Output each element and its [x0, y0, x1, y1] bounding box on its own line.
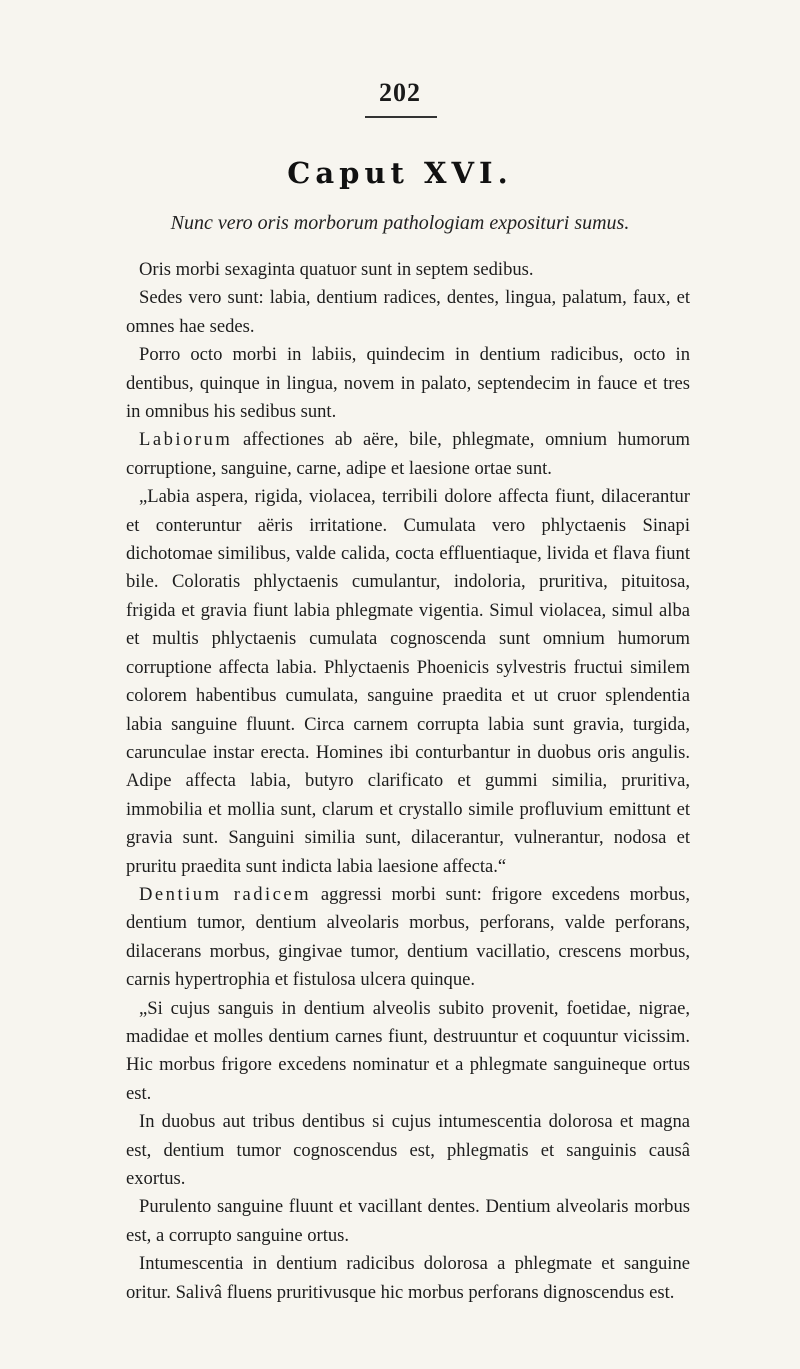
paragraph — [126, 995, 690, 1109]
paragraph-text: „Labia aspera, rigida, violacea, terribili dolore affecta fiunt, dilacerantur et conteruntur aëris irritatione. Cumulata vero phlyctaenis Sinapi dichotomae similibus, valde calida, cocta effluentiaque, livida et flava fiunt bile. Coloratis phlyctaenis cumulantur, indoloria, pruritiva, pituitosa, frigida et gravia fiunt labia phlegmate vigentia. Simul violacea, simul alba et multis phlyctaenis cumulata cognoscenda sunt omnium humorum corruptione affecta labia. Phlyctaenis Phoenicis sylvestris fructui similem colorem habentibus cumulata, sanguine praedita et ut cruor splendentia labia sanguine fluunt. Circa carnem corrupta labia sunt gravia, turgida, carunculae instar erecta. Homines ibi conturbantur in duobus oris angulis. Adipe affecta labia, butyro clarificato et gummi similia, pruritiva, immobilia et mollia sunt, clarum et crystallo simile profluvium emittunt et gravia sunt. Sanguini similia sunt, dilacerantur, vulnerantur, nodosa et pruritu praedita sunt indicta labia laesione affecta.“ — [126, 486, 690, 877]
paragraph — [126, 284, 690, 341]
paragraph-text: „Si cujus sanguis in dentium alveolis subito provenit, foetidae, nigrae, madidae et molles dentium carnes fiunt, destruuntur et coquuntur vicissim. Hic morbus frigore excedens nominatur et a phlegmate sanguineque ortus est. — [126, 997, 690, 1104]
paragraph-text: Porro octo morbi in labiis, quindecim in dentium radicibus, octo in dentibus, quinque in lingua, novem in palato, septendecim in fauce et tres in omnibus his sedibus sunt. — [126, 344, 690, 423]
page-number: 202 — [379, 78, 421, 107]
paragraph-text: Purulento sanguine fluunt et vacillant dentes. Dentium alveolaris morbus est, a corrupto sanguine ortus. — [126, 1196, 690, 1246]
paragraph-text: aggressi morbi sunt: frigore excedens morbus, dentium tumor, dentium alveolaris morbus, perforans, valde perforans, dilacerans morbus, gingivae tumor, dentium vacillatio, crescens morbus, carnis hypertrophia et fistulosa ulcera quinque. — [126, 883, 691, 991]
page-number-rule — [365, 116, 437, 118]
chapter-heading: Caput XVI. — [287, 156, 513, 190]
paragraph — [126, 256, 690, 284]
paragraph — [126, 1250, 690, 1307]
paragraph-text: Intumescentia in dentium radicibus dolorosa a phlegmate et sanguine oritur. Salivâ fluens pruritivusque hic morbus perforans dignoscendus est. — [126, 1253, 690, 1303]
spaced-keyword: Labiorum — [139, 429, 233, 451]
paragraph — [126, 1193, 690, 1250]
paragraph-text: In duobus aut tribus dentibus si cujus intumescentia dolorosa et magna est, dentium tumor cognoscendus est, phlegmatis et sanguinis causâ exortus. — [126, 1111, 690, 1189]
paragraph — [126, 1108, 690, 1193]
paragraph — [126, 426, 690, 483]
body-text — [126, 256, 690, 1307]
paragraph-text: Sedes vero sunt: labia, dentium radices, dentes, lingua, palatum, faux, et omnes hae sedes. — [126, 287, 690, 337]
paragraph — [126, 341, 690, 426]
paragraph — [126, 881, 690, 995]
paragraph-text: affectiones ab aëre, bile, phlegmate, omnium humorum corruptione, sanguine, carne, adipe et laesione ortae sunt. — [126, 429, 690, 479]
spaced-keyword: Dentium radicem — [139, 883, 312, 905]
chapter-subtitle: Nunc vero oris morborum pathologiam exposituri sumus. — [170, 212, 630, 234]
paragraph — [126, 483, 690, 881]
paragraph-text: Oris morbi sexaginta quatuor sunt in septem sedibus. — [139, 259, 534, 280]
